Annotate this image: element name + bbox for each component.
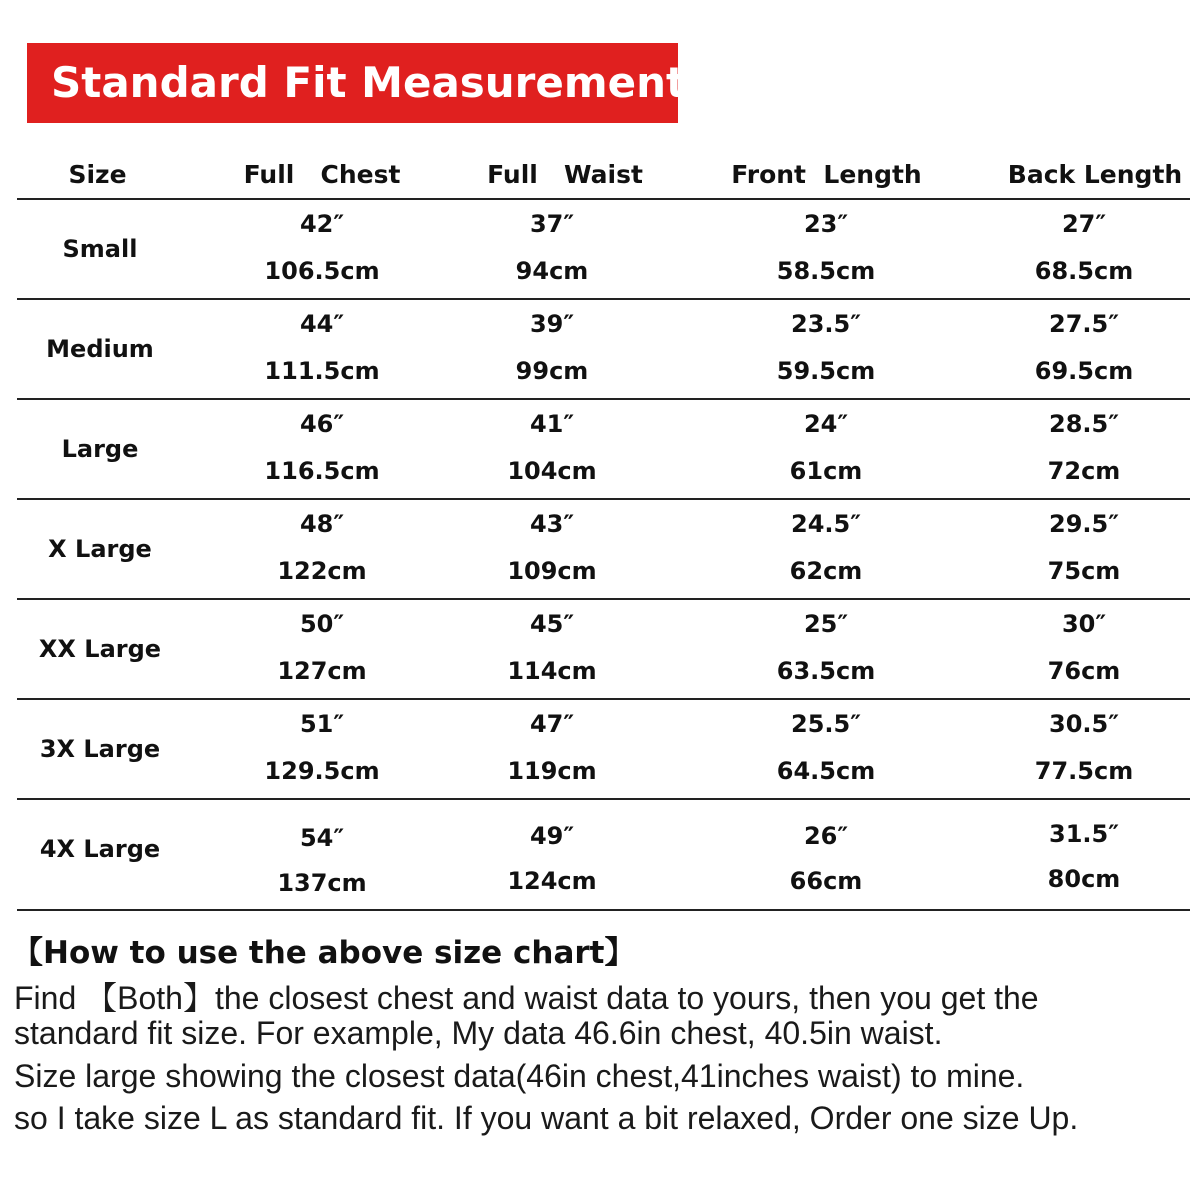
table-row (0, 299, 1200, 399)
back-length-cm: 72cm (1047, 457, 1121, 485)
front-length-cm: 61cm (789, 457, 863, 485)
front-length-cm: 66cm (789, 867, 863, 895)
table-row (0, 799, 1200, 909)
chest-inches: 50″ (299, 610, 345, 638)
waist-cm: 94cm (515, 257, 589, 285)
waist-inches: 37″ (529, 210, 575, 238)
back-length-cm: 75cm (1047, 557, 1121, 585)
header-back-length: Back Length (1007, 160, 1183, 189)
front-length-cm: 63.5cm (776, 657, 876, 685)
chest-cm: 111.5cm (264, 357, 380, 385)
chest-cm: 106.5cm (264, 257, 380, 285)
size-label: Medium (46, 335, 154, 363)
header-full-waist: Full Waist (487, 160, 643, 189)
back-length-cm: 69.5cm (1034, 357, 1134, 385)
front-length-cm: 62cm (789, 557, 863, 585)
how-to-use-line: standard fit size. For example, My data 46.6in chest, 40.5in waist. (14, 1015, 943, 1051)
waist-inches: 49″ (529, 822, 575, 850)
back-length-inches: 30.5″ (1049, 710, 1119, 738)
chest-cm: 116.5cm (264, 457, 380, 485)
chest-inches: 51″ (299, 710, 345, 738)
how-to-use-line: Size large showing the closest data(46in chest,41inches waist) to mine. (14, 1058, 1025, 1094)
size-label: Large (61, 435, 139, 463)
front-length-cm: 59.5cm (776, 357, 876, 385)
size-label: Small (62, 235, 138, 263)
waist-inches: 47″ (529, 710, 575, 738)
back-length-cm: 76cm (1047, 657, 1121, 685)
back-length-inches: 31.5″ (1049, 820, 1119, 848)
waist-inches: 41″ (529, 410, 575, 438)
front-length-cm: 58.5cm (776, 257, 876, 285)
waist-cm: 109cm (507, 557, 597, 585)
front-length-inches: 23.5″ (791, 310, 861, 338)
chest-cm: 122cm (277, 557, 367, 585)
table-row (0, 599, 1200, 699)
back-length-cm: 77.5cm (1034, 757, 1134, 785)
table-row (0, 499, 1200, 599)
how-to-use-title: 【How to use the above size chart】 (12, 935, 636, 971)
waist-cm: 119cm (507, 757, 597, 785)
chest-inches: 48″ (299, 510, 345, 538)
title-banner: Standard Fit Measurement (27, 43, 678, 123)
front-length-inches: 24.5″ (791, 510, 861, 538)
header-front-length: Front Length (731, 160, 922, 189)
table-row (0, 199, 1200, 299)
table-row (0, 699, 1200, 799)
front-length-inches: 25″ (803, 610, 849, 638)
chest-inches: 42″ (299, 210, 345, 238)
how-to-use-line: so I take size L as standard fit. If you want a bit relaxed, Order one size Up. (14, 1100, 1079, 1136)
divider (17, 909, 1190, 911)
chest-cm: 129.5cm (264, 757, 380, 785)
size-label: 3X Large (39, 735, 161, 763)
waist-inches: 43″ (529, 510, 575, 538)
front-length-inches: 23″ (803, 210, 849, 238)
size-label: 4X Large (39, 835, 161, 863)
chest-cm: 137cm (277, 869, 367, 897)
waist-inches: 39″ (529, 310, 575, 338)
table-row (0, 399, 1200, 499)
back-length-inches: 29.5″ (1049, 510, 1119, 538)
front-length-inches: 25.5″ (791, 710, 861, 738)
size-label: XX Large (38, 635, 162, 663)
waist-cm: 99cm (515, 357, 589, 385)
back-length-cm: 68.5cm (1034, 257, 1134, 285)
front-length-inches: 24″ (803, 410, 849, 438)
waist-inches: 45″ (529, 610, 575, 638)
header-size: Size (68, 160, 127, 189)
chest-inches: 46″ (299, 410, 345, 438)
front-length-cm: 64.5cm (776, 757, 876, 785)
waist-cm: 124cm (507, 867, 597, 895)
back-length-inches: 27″ (1061, 210, 1107, 238)
back-length-inches: 30″ (1061, 610, 1107, 638)
size-label: X Large (48, 535, 152, 563)
chest-inches: 44″ (299, 310, 345, 338)
header-full-chest: Full Chest (243, 160, 401, 189)
how-to-use-line: Find 【Both】the closest chest and waist data to yours, then you get the (14, 980, 1039, 1016)
front-length-inches: 26″ (803, 822, 849, 850)
waist-cm: 114cm (507, 657, 597, 685)
chest-inches: 54″ (299, 824, 345, 852)
back-length-inches: 28.5″ (1049, 410, 1119, 438)
back-length-cm: 80cm (1047, 865, 1121, 893)
back-length-inches: 27.5″ (1049, 310, 1119, 338)
chest-cm: 127cm (277, 657, 367, 685)
waist-cm: 104cm (507, 457, 597, 485)
